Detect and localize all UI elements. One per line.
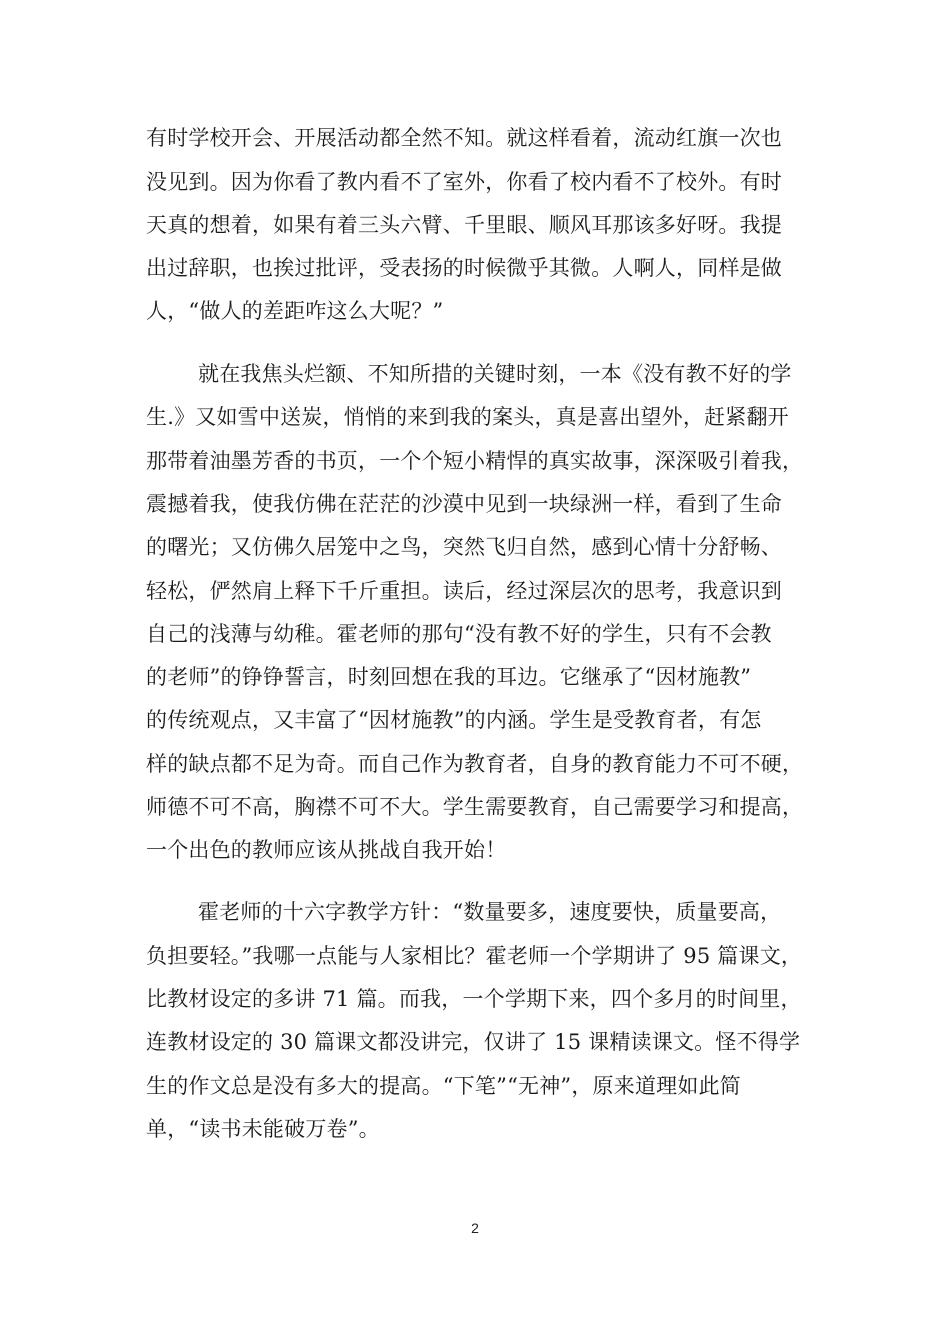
paragraph-3-line-4: 连教材设定的 30 篇课文都没讲完，仅讲了 15 课精读课文。怪不得学 — [146, 1030, 801, 1054]
paragraph-3-line-1: 霍老师的十六字教学方针：“数量要多，速度要快，质量要高， — [198, 900, 782, 924]
paragraph-2-line-4: 震撼着我，使我仿佛在茫茫的沙漠中见到一块绿洲一样，看到了生命 — [146, 492, 782, 516]
paragraph-3-line-2: 负担要轻。”我哪一点能与人家相比？霍老师一个学期讲了 95 篇课文， — [146, 944, 803, 968]
paragraph-2-line-10: 样的缺点都不足为奇。而自己作为教育者，自身的教育能力不可不硬， — [146, 752, 804, 776]
paragraph-2-line-9: 的传统观点，又丰富了“因材施教”的内涵。学生是受教育者，有怎 — [146, 708, 762, 732]
paragraph-2-line-1: 就在我焦头烂额、不知所措的关键时刻，一本《没有教不好的学 — [198, 362, 792, 386]
paragraph-2-line-5: 的曙光；又仿佛久居笼中之鸟，突然飞归自然，感到心情十分舒畅、 — [146, 535, 782, 559]
paragraph-3-line-5: 生的作文总是没有多大的提高。“下笔”“无神”，原来道理如此简 — [146, 1074, 741, 1098]
paragraph-2-line-11: 师德不可不高，胸襟不可不大。学生需要教育，自己需要学习和提高， — [146, 795, 804, 819]
paragraph-2-line-8: 的老师”的铮铮誓言，时刻回想在我的耳边。它继承了“因材施教” — [146, 665, 752, 689]
paragraph-2-line-12: 一个出色的教师应该从挑战自我开始！ — [146, 838, 507, 862]
paragraph-1-line-5: 人，“做人的差距咋这么大呢？” — [146, 299, 444, 323]
paragraph-1-line-4: 出过辞职，也挨过批评，受表扬的时候微乎其微。人啊人，同样是做 — [146, 256, 782, 280]
paragraph-3-line-6: 单，“读书未能破万卷”。 — [146, 1117, 380, 1141]
paragraph-2-line-6: 轻松，俨然肩上释下千斤重担。读后，经过深层次的思考，我意识到 — [146, 579, 782, 603]
paragraph-3-line-3: 比教材设定的多讲 71 篇。而我，一个学期下来，四个多月的时间里， — [146, 987, 802, 1011]
paragraph-2-line-3: 那带着油墨芳香的书页，一个个短小精悍的真实故事，深深吸引着我， — [146, 449, 804, 473]
paragraph-2-line-2: 生.》又如雪中送炭，悄悄的来到我的案头，真是喜出望外，赶紧翻开 — [146, 405, 789, 429]
paragraph-1-line-3: 天真的想着，如果有着三头六臂、千里眼、顺风耳那该多好呀。我提 — [146, 213, 782, 237]
paragraph-1-line-2: 没见到。因为你看了教内看不了室外，你看了校内看不了校外。有时 — [146, 170, 782, 194]
paragraph-1-line-1: 有时学校开会、开展活动都全然不知。就这样看着，流动红旗一次也 — [146, 126, 782, 150]
paragraph-2-line-7: 自己的浅薄与幼稚。霍老师的那句“没有教不好的学生，只有不会教 — [146, 622, 772, 646]
page-number: 2 — [471, 1220, 479, 1236]
